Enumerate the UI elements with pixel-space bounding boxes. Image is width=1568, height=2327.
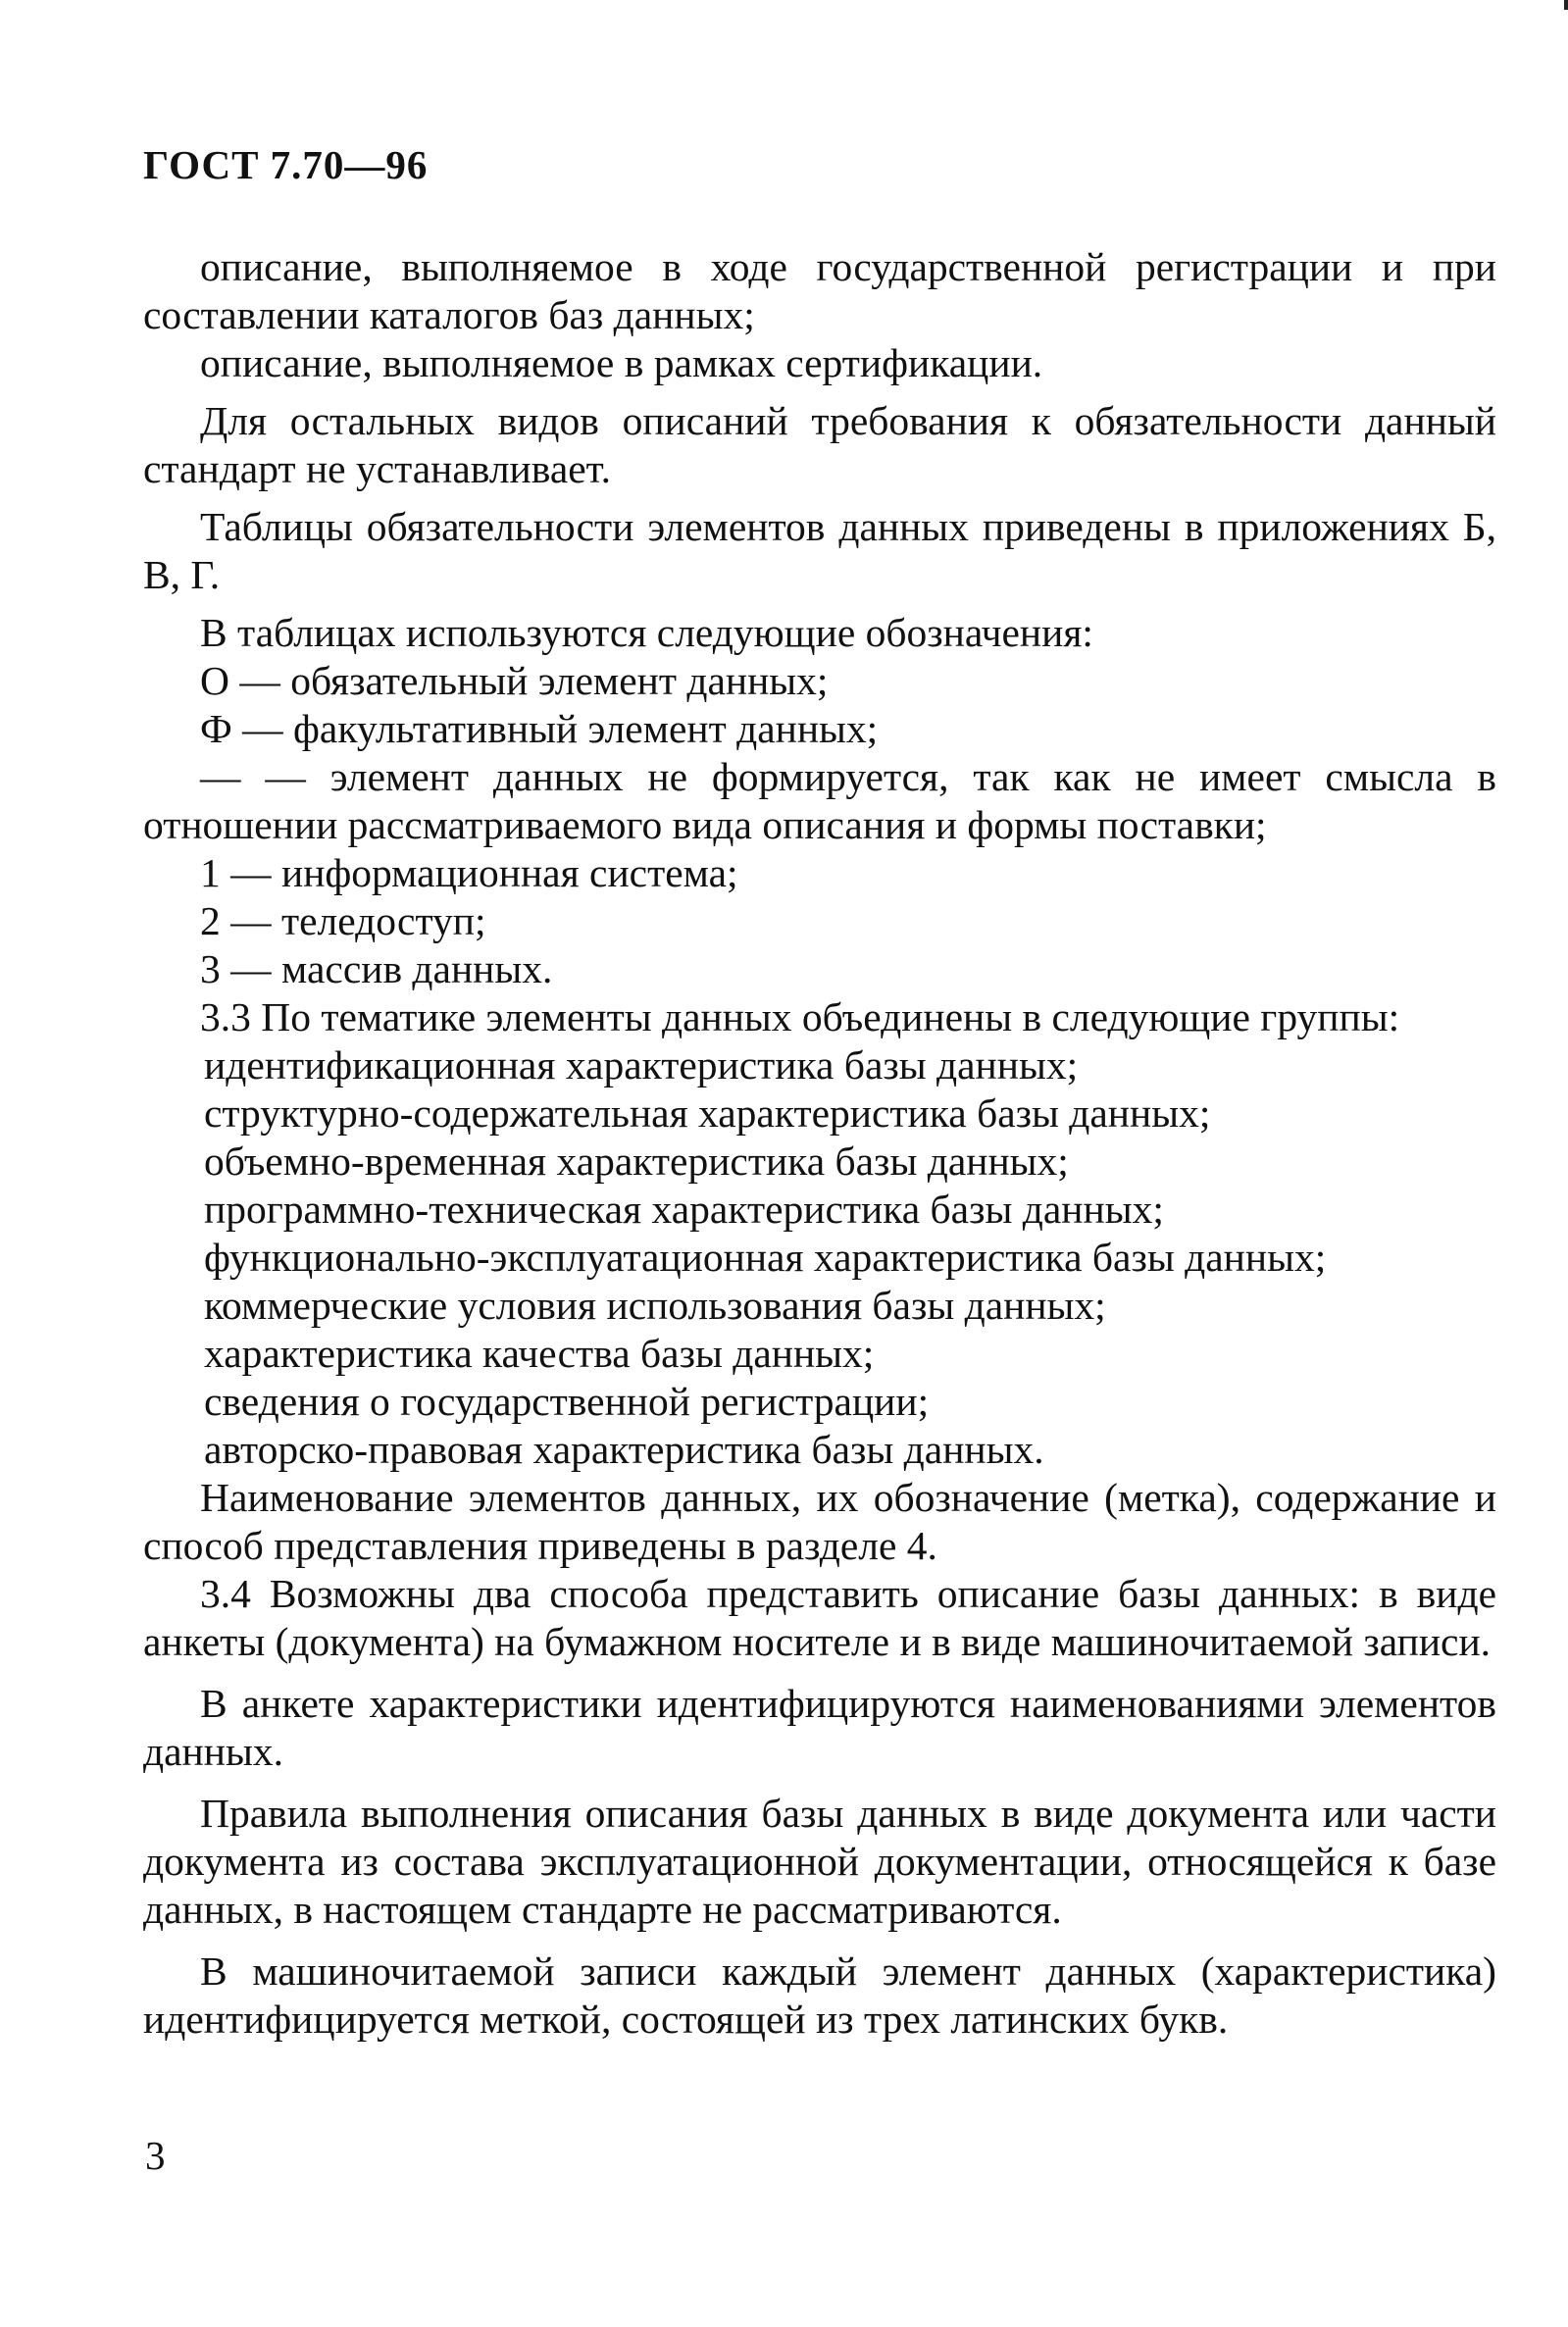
group-item: программно-техническая характеристика базы данных; [204, 1187, 1164, 1232]
paragraph: Правила выполнения описания базы данных в виде документа или части документа из состава эксплуатационной документации, относящейся к базе данных, в настоящем стандарте не рассматриваются. [143, 1791, 1496, 1932]
paragraph: В машиночитаемой записи каждый элемент данных (характеристика) идентифицируется меткой, состоящей из трех латинских букв. [143, 1948, 1496, 2042]
paragraph: описание, выполняемое в рамках сертификации. [200, 340, 1043, 385]
paragraph: Таблицы обязательности элементов данных приведены в приложениях Б, В, Г. [143, 504, 1496, 597]
legend-item: 1 — информационная система; [200, 850, 738, 895]
standard-title: ГОСТ 7.70—96 [143, 142, 429, 187]
section-3-4: 3.4 Возможны два способа представить описание базы данных: в виде анкеты (документа) на бумажном носителе и в виде машиночитаемой записи. [143, 1571, 1496, 1664]
group-item: авторско-правовая характеристика базы данных. [204, 1427, 1044, 1472]
legend-item: О — обязательный элемент данных; [200, 658, 829, 703]
group-item: объемно-временная характеристика базы данных; [204, 1138, 1069, 1184]
group-item: характеристика качества базы данных; [204, 1331, 875, 1376]
paragraph: Для остальных видов описаний требования к обязательности данный стандарт не устанавливает. [143, 398, 1496, 491]
group-item: коммерческие условия использования базы данных; [204, 1283, 1106, 1328]
section-3-3: 3.3 По тематике элементы данных объединены в следующие группы: [200, 994, 1400, 1039]
paragraph: В анкете характеристики идентифицируются наименованиями элементов данных. [143, 1681, 1496, 1774]
page-number: 3 [145, 2133, 166, 2178]
group-item: сведения о государственной регистрации; [204, 1379, 930, 1424]
paragraph: описание, выполняемое в ходе государственной регистрации и при составлении каталогов баз данных; [143, 244, 1496, 337]
legend-item: — — элемент данных не формируется, так как не имеет смысла в отношении рассматриваемого вида описания и формы поставки; [143, 754, 1496, 847]
paragraph: В таблицах используются следующие обозначения: [200, 610, 1093, 655]
body-text [143, 243, 1496, 2044]
legend-item: 3 — массив данных. [200, 946, 553, 991]
legend-item: 2 — теледоступ; [200, 898, 486, 943]
scan-corner-mark [1564, 0, 1568, 10]
group-item: функционально-эксплуатационная характеристика базы данных; [204, 1235, 1327, 1280]
group-item: структурно-содержательная характеристика базы данных; [204, 1090, 1211, 1136]
legend-item: Ф — факультативный элемент данных; [200, 706, 879, 751]
paragraph: Наименование элементов данных, их обозначение (метка), содержание и способ представления приведены в разделе 4. [143, 1475, 1496, 1568]
group-item: идентификационная характеристика базы данных; [204, 1042, 1079, 1088]
